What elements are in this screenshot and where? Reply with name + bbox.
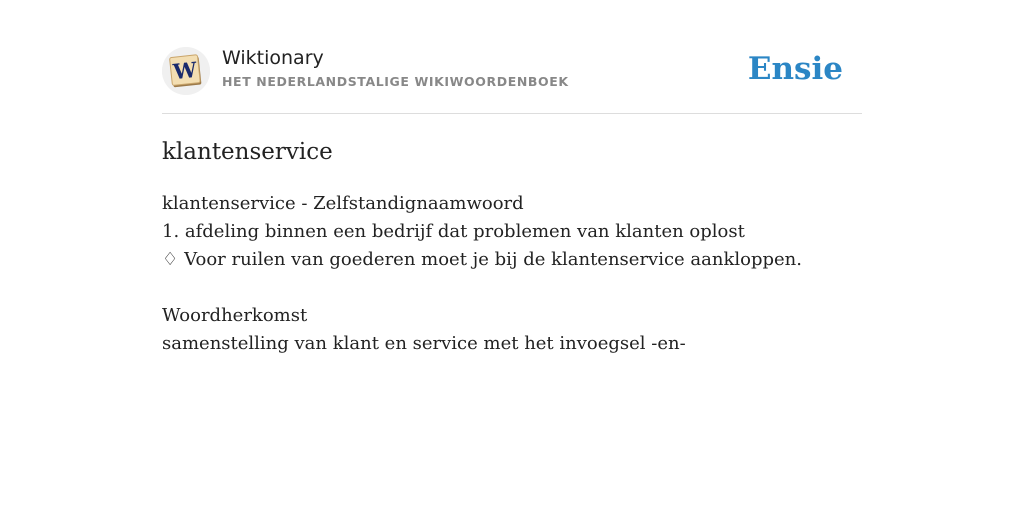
ensie-brand-link[interactable]: Ensie [747,51,843,87]
page-title: klantenservice [162,139,333,165]
wiktionary-logo-icon[interactable] [162,47,210,95]
page [162,0,862,512]
spacer [162,274,862,302]
etymology-text: samenstelling van klant en service met het invoegsel -en- [162,333,686,354]
example-text: Voor ruilen van goederen moet je bij de klantenservice aankloppen. [184,249,802,270]
definition-line: 1. afdeling binnen een bedrijf dat problemen van klanten oplost [162,221,745,242]
part-of-speech-line: klantenservice - Zelfstandignaamwoord [162,193,524,214]
svg-text:W: W [171,56,198,85]
site-name[interactable]: Wiktionary [222,47,324,69]
example-line [162,246,862,274]
header-divider [162,113,862,114]
etymology-heading: Woordherkomst [162,305,308,326]
header [162,46,862,96]
entry-body [162,190,862,358]
site-tagline: HET NEDERLANDSTALIGE WIKIWOORDENBOEK [222,74,569,89]
diamond-bullet-icon: ♢ [162,249,179,270]
